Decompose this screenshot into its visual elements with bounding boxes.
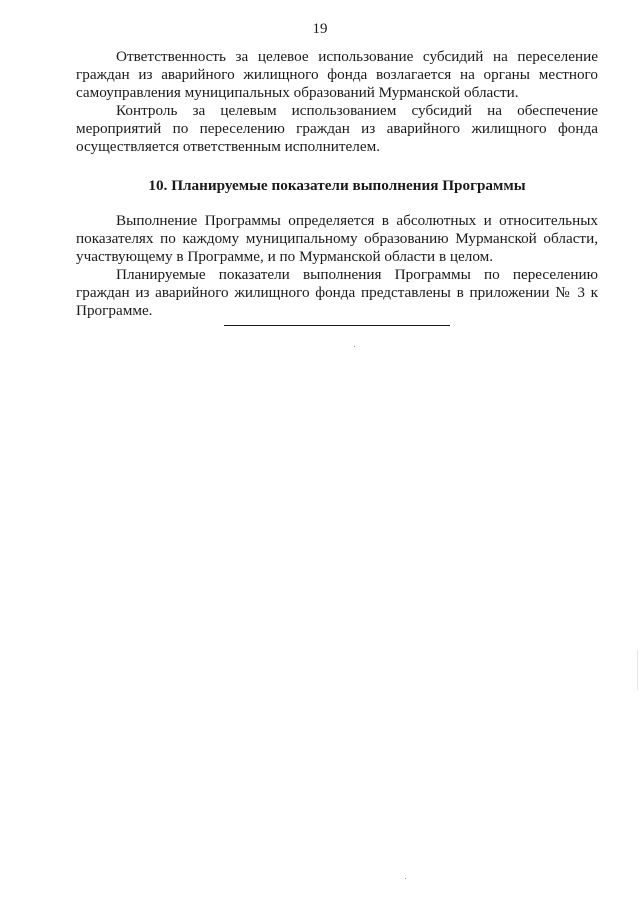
page-content [76, 48, 598, 320]
scan-speck [405, 878, 406, 879]
end-divider-line [224, 325, 450, 326]
paragraph-responsibility: Ответственность за целевое использование субсидий на переселение граждан из аварийного жилищного фонда возлагается на органы местного самоуправления муниципальных образований Мурманской области. [76, 48, 598, 101]
scan-edge-mark [637, 650, 638, 690]
section-heading: 10. Планируемые показатели выполнения Программы [148, 177, 526, 194]
paragraph-program-execution: Выполнение Программы определяется в абсолютных и относительных показателях по каждому муниципальному образованию Мурманской области, участвующему в Программе, и по Мурманской области в целом. [76, 212, 598, 265]
scan-speck [354, 346, 355, 347]
paragraph-control: Контроль за целевым использованием субсидий на обеспечение мероприятий по переселению граждан из аварийного жилищного фонда осуществляется ответственным исполнителем. [76, 102, 598, 155]
paragraph-planned-indicators: Планируемые показатели выполнения Программы по переселению граждан из аварийного жилищного фонда представлены в приложении № 3 к Программе. [76, 266, 598, 319]
page-number: 19 [312, 21, 328, 37]
